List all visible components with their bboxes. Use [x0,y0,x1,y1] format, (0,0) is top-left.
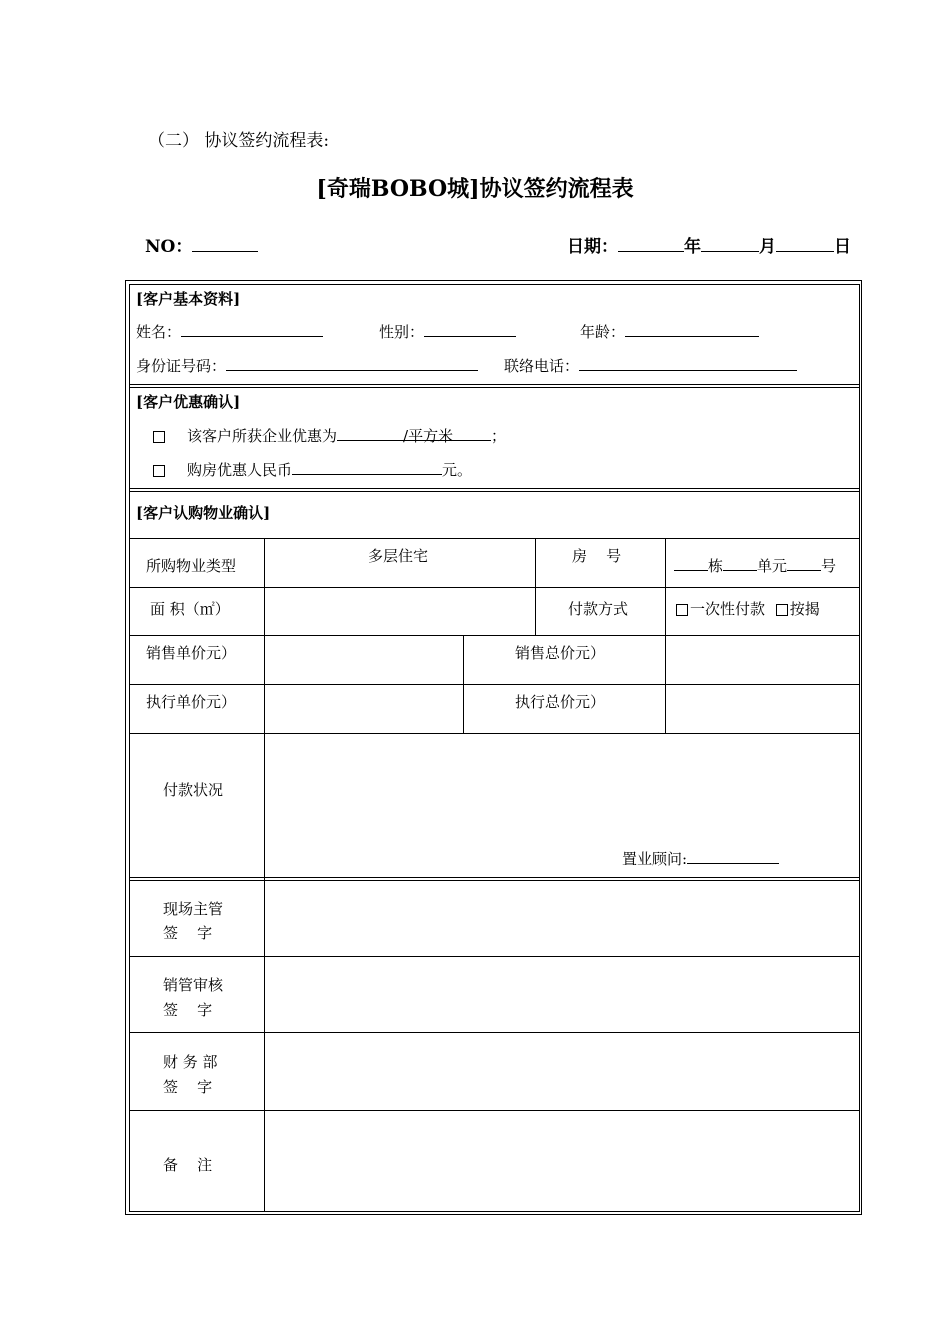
discount-2-text: 购房优惠人民币 [187,461,293,479]
sig-sales-review-line1: 销管审核 [163,976,224,994]
divider-info [129,384,859,388]
sig-site-supervisor-line1: 现场主管 [163,900,224,918]
name-label: 姓名： [136,323,182,341]
section-heading: （二） 协议签约流程表: [148,131,330,151]
discount-2-end: 元。 [442,461,473,479]
room-field[interactable] [787,555,821,571]
consultant-row [622,848,779,869]
name-field[interactable] [181,321,323,337]
age-row [580,321,759,342]
option-lump-sum-label: 一次性付款 [690,600,766,618]
property-type-value: 多层住宅 [368,547,429,565]
exec-total-price-label: 执行总价元） [515,693,606,711]
month-field[interactable] [701,233,759,252]
sale-unit-price-label: 销售单价元） [146,644,237,662]
table-inner-right [859,284,860,1212]
row-line-7 [129,1032,859,1033]
col-line-right [665,538,666,733]
exec-unit-price-label: 执行单价元） [146,693,237,711]
discount-1-text: 该客户所获企业优惠为 [187,427,338,445]
sig-site-supervisor-line2: 签 字 [163,924,213,942]
form-date [567,232,851,257]
customer-info-header: [客户基本资料] [136,290,241,308]
option-mortgage-checkbox[interactable] [776,604,788,616]
discount-header: [客户优惠确认] [136,393,241,411]
signing-flow-table [125,280,862,1215]
property-type-label: 所购物业类型 [146,557,237,575]
discount-1-checkbox[interactable] [153,431,165,443]
payment-method-label: 付款方式 [568,600,629,618]
discount-item-1 [153,425,506,446]
sale-total-price-label: 销售总价元） [515,644,606,662]
gender-label: 性别： [379,323,425,341]
room-number-row [674,555,836,576]
discount-2-checkbox[interactable] [153,465,165,477]
row-line-1 [129,587,859,588]
remarks-label: 备 注 [163,1156,213,1174]
phone-label: 联络电话： [504,357,580,375]
discount-1-end: ； [491,427,507,445]
divider-discount [129,488,859,492]
table-inner-left [129,284,130,1212]
consultant-field[interactable] [687,848,779,864]
unit-label: 单元 [757,557,788,575]
option-lump-sum-checkbox[interactable] [676,604,688,616]
gender-field[interactable] [424,321,516,337]
day-label: 日 [834,237,851,257]
phone-field[interactable] [579,355,797,371]
room-number-label: 号 [821,557,837,575]
sig-finance-line1: 财 务 部 [163,1053,218,1071]
row-line-5 [129,877,859,881]
unit-field[interactable] [723,555,757,571]
divider-property-header [129,538,859,539]
discount-1-field[interactable] [337,425,403,441]
discount-2-field[interactable] [292,459,442,475]
id-label: 身份证号码： [136,357,227,375]
row-line-4 [129,733,859,734]
row-line-2 [129,635,859,636]
form-number-field[interactable] [192,233,258,252]
building-label: 栋 [708,557,724,575]
room-label: 房 号 [572,547,622,565]
payment-status-label: 付款状况 [163,781,224,799]
option-mortgage-label: 按揭 [789,600,820,618]
age-field[interactable] [625,321,759,337]
year-label: 年 [684,237,701,257]
month-label: 月 [759,237,776,257]
consultant-label: 置业顾问: [622,850,688,868]
date-label: 日期： [567,237,618,257]
id-row [136,355,478,376]
building-field[interactable] [674,555,708,571]
table-inner-top [129,284,859,285]
sig-sales-review-line2: 签 字 [163,1001,213,1019]
id-field[interactable] [226,355,478,371]
table-inner-bottom [129,1211,859,1212]
row-line-8 [129,1110,859,1111]
row-line-6 [129,956,859,957]
sig-finance-line2: 签 字 [163,1078,213,1096]
col-line-label [264,538,265,1211]
discount-1-unit: /平方米 [403,425,491,441]
discount-item-2 [153,459,472,480]
gender-row [379,321,516,342]
area-label: 面 积（㎡） [150,600,230,618]
row-line-3 [129,684,859,685]
form-number-label: NO： [145,237,193,257]
age-label: 年龄： [580,323,626,341]
col-line-mid-a [535,538,536,635]
property-header: [客户认购物业确认] [136,504,271,522]
form-number [145,232,258,257]
phone-row [504,355,797,376]
year-field[interactable] [618,233,684,252]
name-row [136,321,323,342]
day-field[interactable] [776,233,834,252]
form-title: [奇瑞BOBO城]协议签约流程表 [316,176,634,202]
payment-method-options [676,598,820,619]
col-line-mid-b [463,635,464,733]
